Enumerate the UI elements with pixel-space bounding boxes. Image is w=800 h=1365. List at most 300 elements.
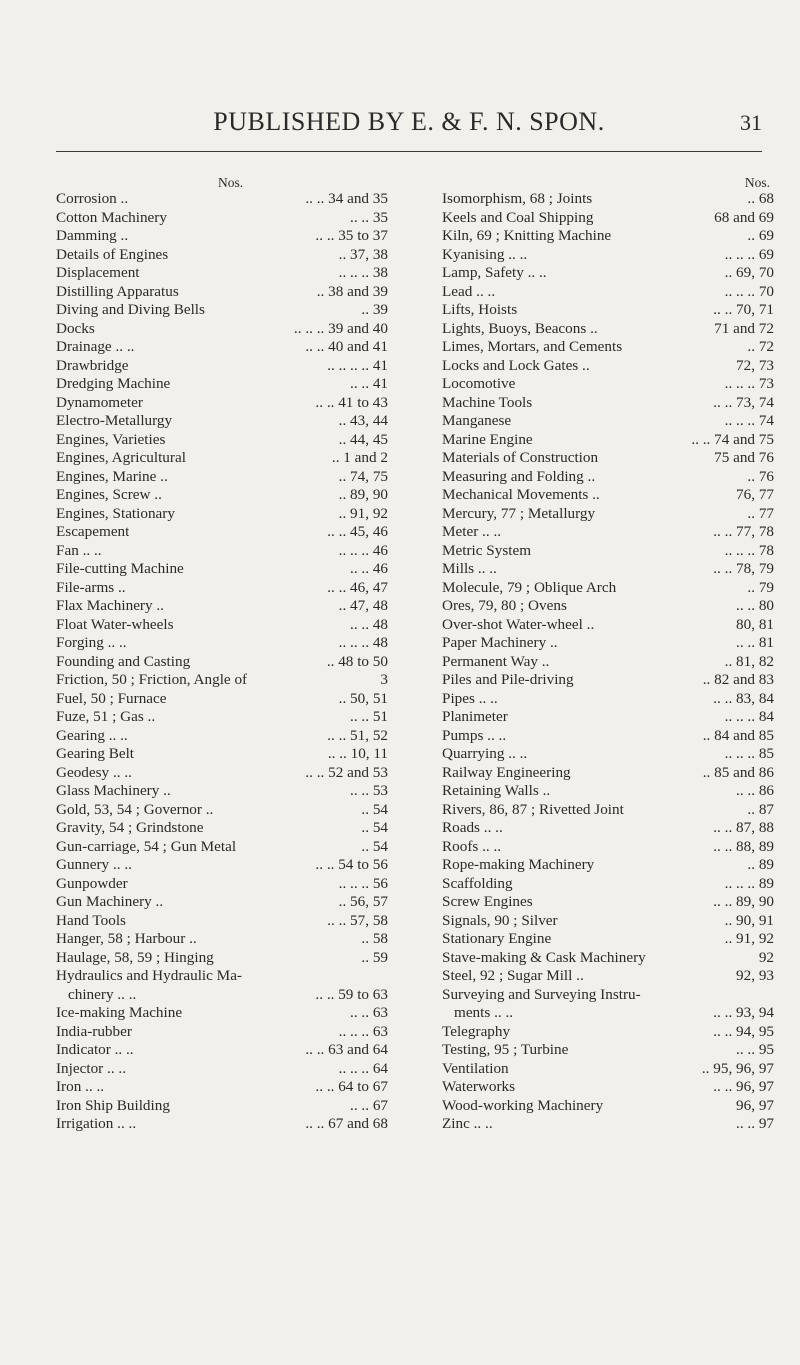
index-term: Mechanical Movements .. (442, 486, 600, 503)
index-entry (442, 486, 774, 505)
index-entry (56, 301, 388, 320)
index-term: Hand Tools (56, 911, 126, 929)
index-ref: .. .. 46, 47 (327, 578, 388, 596)
index-ref: .. .. 93, 94 (713, 1004, 774, 1021)
index-entry (56, 449, 388, 468)
index-entry (56, 745, 388, 764)
index-term: Limes, Mortars, and Cements (442, 338, 623, 355)
index-term: Engines, Varieties (56, 430, 166, 448)
index-term: Scaffolding (442, 874, 513, 892)
index-term: Telegraphy (442, 1022, 511, 1040)
index-term: Zinc .. .. (442, 1115, 493, 1132)
index-ref: .. 76 (747, 467, 774, 485)
index-ref: .. .. .. 64 (338, 1059, 388, 1077)
index-term: Meter .. .. (442, 523, 502, 540)
index-term: Metric System (442, 541, 532, 559)
index-ref: .. .. 41 (350, 375, 388, 392)
index-ref: .. .. .. 38 (338, 264, 388, 281)
index-term: Glass Machinery .. (56, 782, 171, 799)
index-entry (56, 264, 388, 283)
index-entry (56, 856, 388, 875)
index-term: Manganese (442, 412, 512, 429)
index-term: Measuring and Folding .. (442, 467, 596, 485)
index-term: Machine Tools (442, 393, 533, 411)
index-entry (442, 838, 774, 857)
index-ref: .. .. 94, 95 (713, 1022, 774, 1040)
index-term: Gravity, 54 ; Grindstone (56, 819, 204, 836)
index-term: Gun Machinery .. (56, 893, 164, 910)
index-ref: .. 79 (747, 578, 774, 596)
index-term: Pipes .. .. (442, 689, 498, 707)
index-entry (56, 357, 388, 376)
index-term: Ventilation (442, 1059, 509, 1077)
index-entry (442, 653, 774, 672)
index-entry (442, 338, 774, 357)
index-entry (442, 209, 774, 228)
index-ref: .. .. 97 (736, 1115, 774, 1132)
index-term: Lights, Buoys, Beacons .. (442, 319, 598, 337)
index-entry (56, 1115, 388, 1134)
index-entry (442, 579, 774, 598)
index-term: Lamp, Safety .. .. (442, 264, 547, 281)
index-ref: .. .. .. 46 (338, 541, 388, 559)
index-entry (56, 875, 388, 894)
index-ref: .. 90, 91 (724, 911, 774, 929)
index-term: Waterworks (442, 1078, 515, 1095)
index-ref: .. .. 96, 97 (713, 1078, 774, 1095)
index-term: Roofs .. .. (442, 837, 502, 855)
running-title: PUBLISHED BY E. & F. N. SPON. (213, 107, 605, 136)
index-ref: .. .. 70, 71 (713, 301, 774, 318)
index-entry (442, 190, 774, 209)
index-ref: .. .. 51 (350, 708, 388, 725)
index-ref: 76, 77 (736, 486, 774, 503)
index-ref: .. .. 63 and 64 (305, 1041, 388, 1058)
index-ref: .. 1 and 2 (331, 449, 388, 466)
index-ref: .. .. 53 (350, 782, 388, 799)
index-term: Friction, 50 ; Friction, Angle of (56, 671, 248, 688)
index-ref: .. .. .. 56 (338, 874, 388, 892)
index-ref: .. 38 and 39 (316, 282, 388, 300)
index-entry (442, 1004, 774, 1023)
index-entry (442, 893, 774, 912)
index-term: Paper Machinery .. (442, 634, 558, 651)
index-term: Lifts, Hoists (442, 301, 518, 318)
index-entry (442, 301, 774, 320)
index-entry (442, 912, 774, 931)
index-entry (56, 394, 388, 413)
index-term: ments .. .. (454, 1004, 514, 1021)
index-ref: .. 47, 48 (338, 597, 388, 614)
index-entry (442, 875, 774, 894)
index-entry (442, 967, 774, 986)
index-term: Kiln, 69 ; Knitting Machine (442, 227, 612, 244)
index-entry (56, 431, 388, 450)
index-entry (442, 560, 774, 579)
index-term: Ice-making Machine (56, 1004, 183, 1021)
index-ref: 92 (758, 948, 774, 966)
index-entry (56, 634, 388, 653)
index-term: Flax Machinery .. (56, 597, 164, 614)
index-term: Distilling Apparatus (56, 282, 179, 300)
index-term: Engines, Screw .. (56, 486, 162, 503)
index-ref: .. 85 and 86 (702, 763, 774, 781)
index-ref: .. 91, 92 (724, 930, 774, 947)
index-entry (56, 967, 388, 986)
index-ref: .. .. .. 63 (338, 1022, 388, 1040)
index-ref: .. .. 80 (736, 597, 774, 614)
index-ref: .. .. 78, 79 (713, 560, 774, 577)
index-ref: .. 69, 70 (724, 264, 774, 281)
index-ref: .. 81, 82 (724, 652, 774, 670)
index-ref: .. 91, 92 (338, 504, 388, 522)
index-entry (442, 949, 774, 968)
index-term: Drainage .. .. (56, 338, 135, 355)
index-entry (56, 653, 388, 672)
index-ref: 72, 73 (736, 356, 774, 374)
index-columns (56, 175, 774, 1134)
index-ref: .. .. .. 48 (338, 634, 388, 651)
index-ref: .. 84 and 85 (702, 726, 774, 744)
index-ref: .. .. 81 (736, 634, 774, 651)
index-ref: 96, 97 (736, 1096, 774, 1114)
index-entry (442, 616, 774, 635)
index-ref: .. .. 35 (350, 208, 388, 226)
index-ref: .. 54 (361, 800, 388, 818)
index-entry (56, 1041, 388, 1060)
index-ref: .. .. 73, 74 (713, 393, 774, 411)
index-ref: .. 58 (361, 930, 388, 947)
index-entry (442, 690, 774, 709)
index-entry (442, 1060, 774, 1079)
index-ref: .. 43, 44 (338, 412, 388, 429)
index-ref: .. 95, 96, 97 (701, 1059, 774, 1077)
index-entry (56, 782, 388, 801)
index-ref: .. .. 88, 89 (713, 837, 774, 855)
index-ref: .. 56, 57 (338, 893, 388, 910)
index-ref: .. .. .. 89 (724, 874, 774, 892)
index-entry (56, 1078, 388, 1097)
index-term: Iron .. .. (56, 1078, 105, 1095)
index-term: Displacement (56, 264, 140, 281)
index-entry (442, 357, 774, 376)
index-entry (56, 338, 388, 357)
index-term: Permanent Way .. (442, 652, 550, 670)
index-ref: .. 54 (361, 819, 388, 836)
index-term: Details of Engines (56, 245, 169, 263)
index-ref: .. .. 86 (736, 782, 774, 799)
index-entry (442, 264, 774, 283)
index-ref: .. 48 to 50 (326, 652, 388, 670)
index-entries-left (56, 190, 388, 1134)
index-column-left (56, 175, 388, 1134)
index-entry (442, 1041, 774, 1060)
index-ref: .. 89, 90 (338, 486, 388, 503)
index-entry (56, 209, 388, 228)
index-term: Engines, Marine .. (56, 467, 168, 485)
index-ref: .. .. 67 and 68 (305, 1115, 388, 1132)
index-entry (442, 505, 774, 524)
index-term: Screw Engines (442, 893, 533, 910)
index-entry (56, 1097, 388, 1116)
index-term: Irrigation .. .. (56, 1115, 137, 1132)
index-term: Dynamometer (56, 393, 143, 411)
index-term: Fuze, 51 ; Gas .. (56, 708, 156, 725)
index-entry (56, 912, 388, 931)
index-ref: .. .. 95 (736, 1041, 774, 1058)
index-entry (442, 801, 774, 820)
index-term: Gearing .. .. (56, 726, 128, 744)
index-ref: .. 89 (747, 856, 774, 873)
index-term: Rope-making Machinery (442, 856, 595, 873)
index-ref: .. 37, 38 (338, 245, 388, 263)
index-term: Stave-making & Cask Machinery (442, 948, 646, 966)
index-entry (442, 745, 774, 764)
index-entry (56, 893, 388, 912)
index-ref: .. .. 83, 84 (713, 689, 774, 707)
index-ref: .. .. 41 to 43 (315, 393, 388, 411)
index-ref: .. .. 40 and 41 (305, 338, 388, 355)
index-ref: .. .. .. 69 (724, 245, 774, 263)
index-entry (56, 227, 388, 246)
index-ref: .. .. 63 (350, 1004, 388, 1021)
nos-label: Nos. (218, 175, 244, 190)
index-column-right (442, 175, 774, 1134)
index-entry (442, 542, 774, 561)
index-entry (56, 486, 388, 505)
index-term: Testing, 95 ; Turbine (442, 1041, 569, 1058)
index-entry (56, 1023, 388, 1042)
index-entry (442, 1078, 774, 1097)
index-term: Fuel, 50 ; Furnace (56, 689, 167, 707)
index-entry (56, 597, 388, 616)
index-ref: .. 74, 75 (338, 467, 388, 485)
index-entry (442, 375, 774, 394)
index-ref: .. 87 (747, 800, 774, 818)
index-entry (56, 930, 388, 949)
index-entry (442, 727, 774, 746)
index-ref: 92, 93 (736, 967, 774, 984)
index-term: Ores, 79, 80 ; Ovens (442, 597, 567, 614)
index-ref: .. .. 10, 11 (327, 745, 388, 762)
index-term: File-arms .. (56, 578, 126, 596)
index-term: Gold, 53, 54 ; Governor .. (56, 800, 214, 818)
index-entry (442, 320, 774, 339)
index-term: Molecule, 79 ; Oblique Arch (442, 578, 617, 596)
index-ref: 80, 81 (736, 615, 774, 633)
index-entry (442, 412, 774, 431)
index-term: Drawbridge (56, 356, 129, 374)
index-term: Locks and Lock Gates .. (442, 356, 590, 374)
index-entry (442, 394, 774, 413)
index-entry (56, 505, 388, 524)
index-ref: .. .. .. 78 (724, 541, 774, 559)
index-entry (442, 634, 774, 653)
index-entry (442, 671, 774, 690)
index-entry (442, 227, 774, 246)
index-entry (442, 246, 774, 265)
index-ref: 68 and 69 (714, 208, 774, 226)
index-term: Roads .. .. (442, 819, 503, 836)
index-term: Materials of Construction (442, 449, 599, 466)
index-entry (56, 542, 388, 561)
index-entry (56, 1004, 388, 1023)
index-term: India-rubber (56, 1022, 132, 1040)
index-entry (442, 1023, 774, 1042)
index-term: Engines, Stationary (56, 504, 175, 522)
index-term: Dredging Machine (56, 375, 171, 392)
index-ref: .. .. .. 39 and 40 (293, 319, 388, 337)
page-number: 31 (740, 110, 762, 135)
index-term: Planimeter (442, 708, 508, 725)
index-ref: .. 69 (747, 227, 774, 244)
index-ref: .. .. 59 to 63 (315, 985, 388, 1003)
index-entry (442, 449, 774, 468)
index-ref: .. .. 77, 78 (713, 523, 774, 540)
index-entry (56, 690, 388, 709)
index-term: Surveying and Surveying Instru- (442, 985, 641, 1003)
index-term: Diving and Diving Bells (56, 301, 205, 318)
index-entry (442, 1097, 774, 1116)
index-entry (442, 283, 774, 302)
index-entry (56, 801, 388, 820)
index-term: Haulage, 58, 59 ; Hinging (56, 948, 214, 966)
index-ref: .. .. 57, 58 (327, 911, 388, 929)
index-term: Pumps .. .. (442, 726, 507, 744)
index-term: Injector .. .. (56, 1059, 127, 1077)
index-ref: .. 39 (361, 301, 388, 318)
index-entry (442, 431, 774, 450)
index-term: Forging .. .. (56, 634, 127, 651)
index-term: Kyanising .. .. (442, 245, 528, 263)
index-term: Gun-carriage, 54 ; Gun Metal (56, 837, 237, 855)
index-ref: .. .. .. 70 (724, 282, 774, 300)
index-term: Gearing Belt (56, 745, 135, 762)
index-term: Docks (56, 319, 95, 337)
index-ref: 71 and 72 (714, 319, 774, 337)
index-term: Over-shot Water-wheel .. (442, 615, 595, 633)
index-entry (56, 949, 388, 968)
index-term: Escapement (56, 523, 130, 540)
index-ref: .. .. .. 74 (724, 412, 774, 429)
index-term: Indicator .. .. (56, 1041, 134, 1058)
index-term: Keels and Coal Shipping (442, 208, 594, 226)
index-term: Engines, Agricultural (56, 449, 186, 466)
index-entry (56, 375, 388, 394)
nos-label: Nos. (744, 175, 770, 190)
index-ref: .. .. 52 and 53 (305, 763, 388, 781)
index-entry (56, 468, 388, 487)
index-entries-right (442, 190, 774, 1134)
index-ref: .. .. 35 to 37 (315, 227, 388, 244)
index-ref: .. .. 46 (350, 560, 388, 577)
index-term: Mercury, 77 ; Metallurgy (442, 504, 596, 522)
index-entry (56, 838, 388, 857)
index-term: Wood-working Machinery (442, 1096, 604, 1114)
index-term: Iron Ship Building (56, 1096, 170, 1114)
index-entry (56, 283, 388, 302)
index-ref: .. 44, 45 (338, 430, 388, 448)
index-ref: .. .. 51, 52 (327, 726, 388, 744)
index-ref: .. 50, 51 (338, 689, 388, 707)
index-term: Quarrying .. .. (442, 745, 528, 762)
index-term: Corrosion .. (56, 190, 129, 207)
index-term: Rivers, 86, 87 ; Rivetted Joint (442, 800, 624, 818)
index-entry (442, 708, 774, 727)
index-ref: .. .. 74 and 75 (691, 430, 774, 448)
index-term: Hydraulics and Hydraulic Ma- (56, 967, 242, 984)
index-ref: .. 77 (747, 504, 774, 522)
index-entry (442, 764, 774, 783)
index-entry (56, 523, 388, 542)
index-term: Hanger, 58 ; Harbour .. (56, 930, 197, 947)
index-entry (442, 1115, 774, 1134)
index-ref: .. .. .. 85 (724, 745, 774, 762)
index-entry (442, 782, 774, 801)
index-ref: .. .. 48 (350, 615, 388, 633)
index-term: Locomotive (442, 375, 516, 392)
index-ref: 3 (380, 671, 388, 688)
index-entry (56, 579, 388, 598)
index-entry (56, 819, 388, 838)
index-term: Fan .. .. (56, 541, 102, 559)
index-term: Founding and Casting (56, 652, 191, 670)
index-term: Signals, 90 ; Silver (442, 911, 558, 929)
index-term: Geodesy .. .. (56, 763, 132, 781)
index-entry (56, 1060, 388, 1079)
index-entry (56, 616, 388, 635)
index-entry (442, 930, 774, 949)
index-term: Damming .. (56, 227, 129, 244)
index-entry (442, 468, 774, 487)
index-entry (56, 412, 388, 431)
index-term: Gunpowder (56, 874, 128, 892)
index-term: Piles and Pile-driving (442, 671, 574, 688)
index-term: Railway Engineering (442, 763, 571, 781)
index-entry (56, 671, 388, 690)
index-ref: .. 72 (747, 338, 774, 355)
index-term: Mills .. .. (442, 560, 497, 577)
index-entry (56, 727, 388, 746)
index-ref: .. .. 54 to 56 (315, 856, 388, 873)
index-term: Isomorphism, 68 ; Joints (442, 190, 593, 207)
index-ref: .. .. 64 to 67 (315, 1078, 388, 1095)
index-entry (56, 560, 388, 579)
index-ref: .. .. 45, 46 (327, 523, 388, 540)
index-entry (56, 708, 388, 727)
page-header (56, 107, 762, 152)
index-entry (442, 523, 774, 542)
index-entry (442, 597, 774, 616)
index-term: Steel, 92 ; Sugar Mill .. (442, 967, 584, 984)
index-ref: 75 and 76 (714, 449, 774, 466)
index-term: Float Water-wheels (56, 615, 174, 633)
index-ref: .. .. .. .. 41 (327, 356, 388, 374)
index-ref: .. .. .. 84 (724, 708, 774, 725)
index-entry (442, 856, 774, 875)
index-entry (56, 190, 388, 209)
index-ref: .. 68 (747, 190, 774, 207)
index-entry (56, 986, 388, 1005)
index-term: Stationary Engine (442, 930, 552, 947)
index-ref: .. 59 (361, 948, 388, 966)
index-entry (56, 764, 388, 783)
index-term: Retaining Walls .. (442, 782, 551, 799)
index-term: chinery .. .. (68, 985, 137, 1003)
index-entry (56, 320, 388, 339)
index-ref: .. .. 89, 90 (713, 893, 774, 910)
index-ref: .. .. 34 and 35 (305, 190, 388, 207)
